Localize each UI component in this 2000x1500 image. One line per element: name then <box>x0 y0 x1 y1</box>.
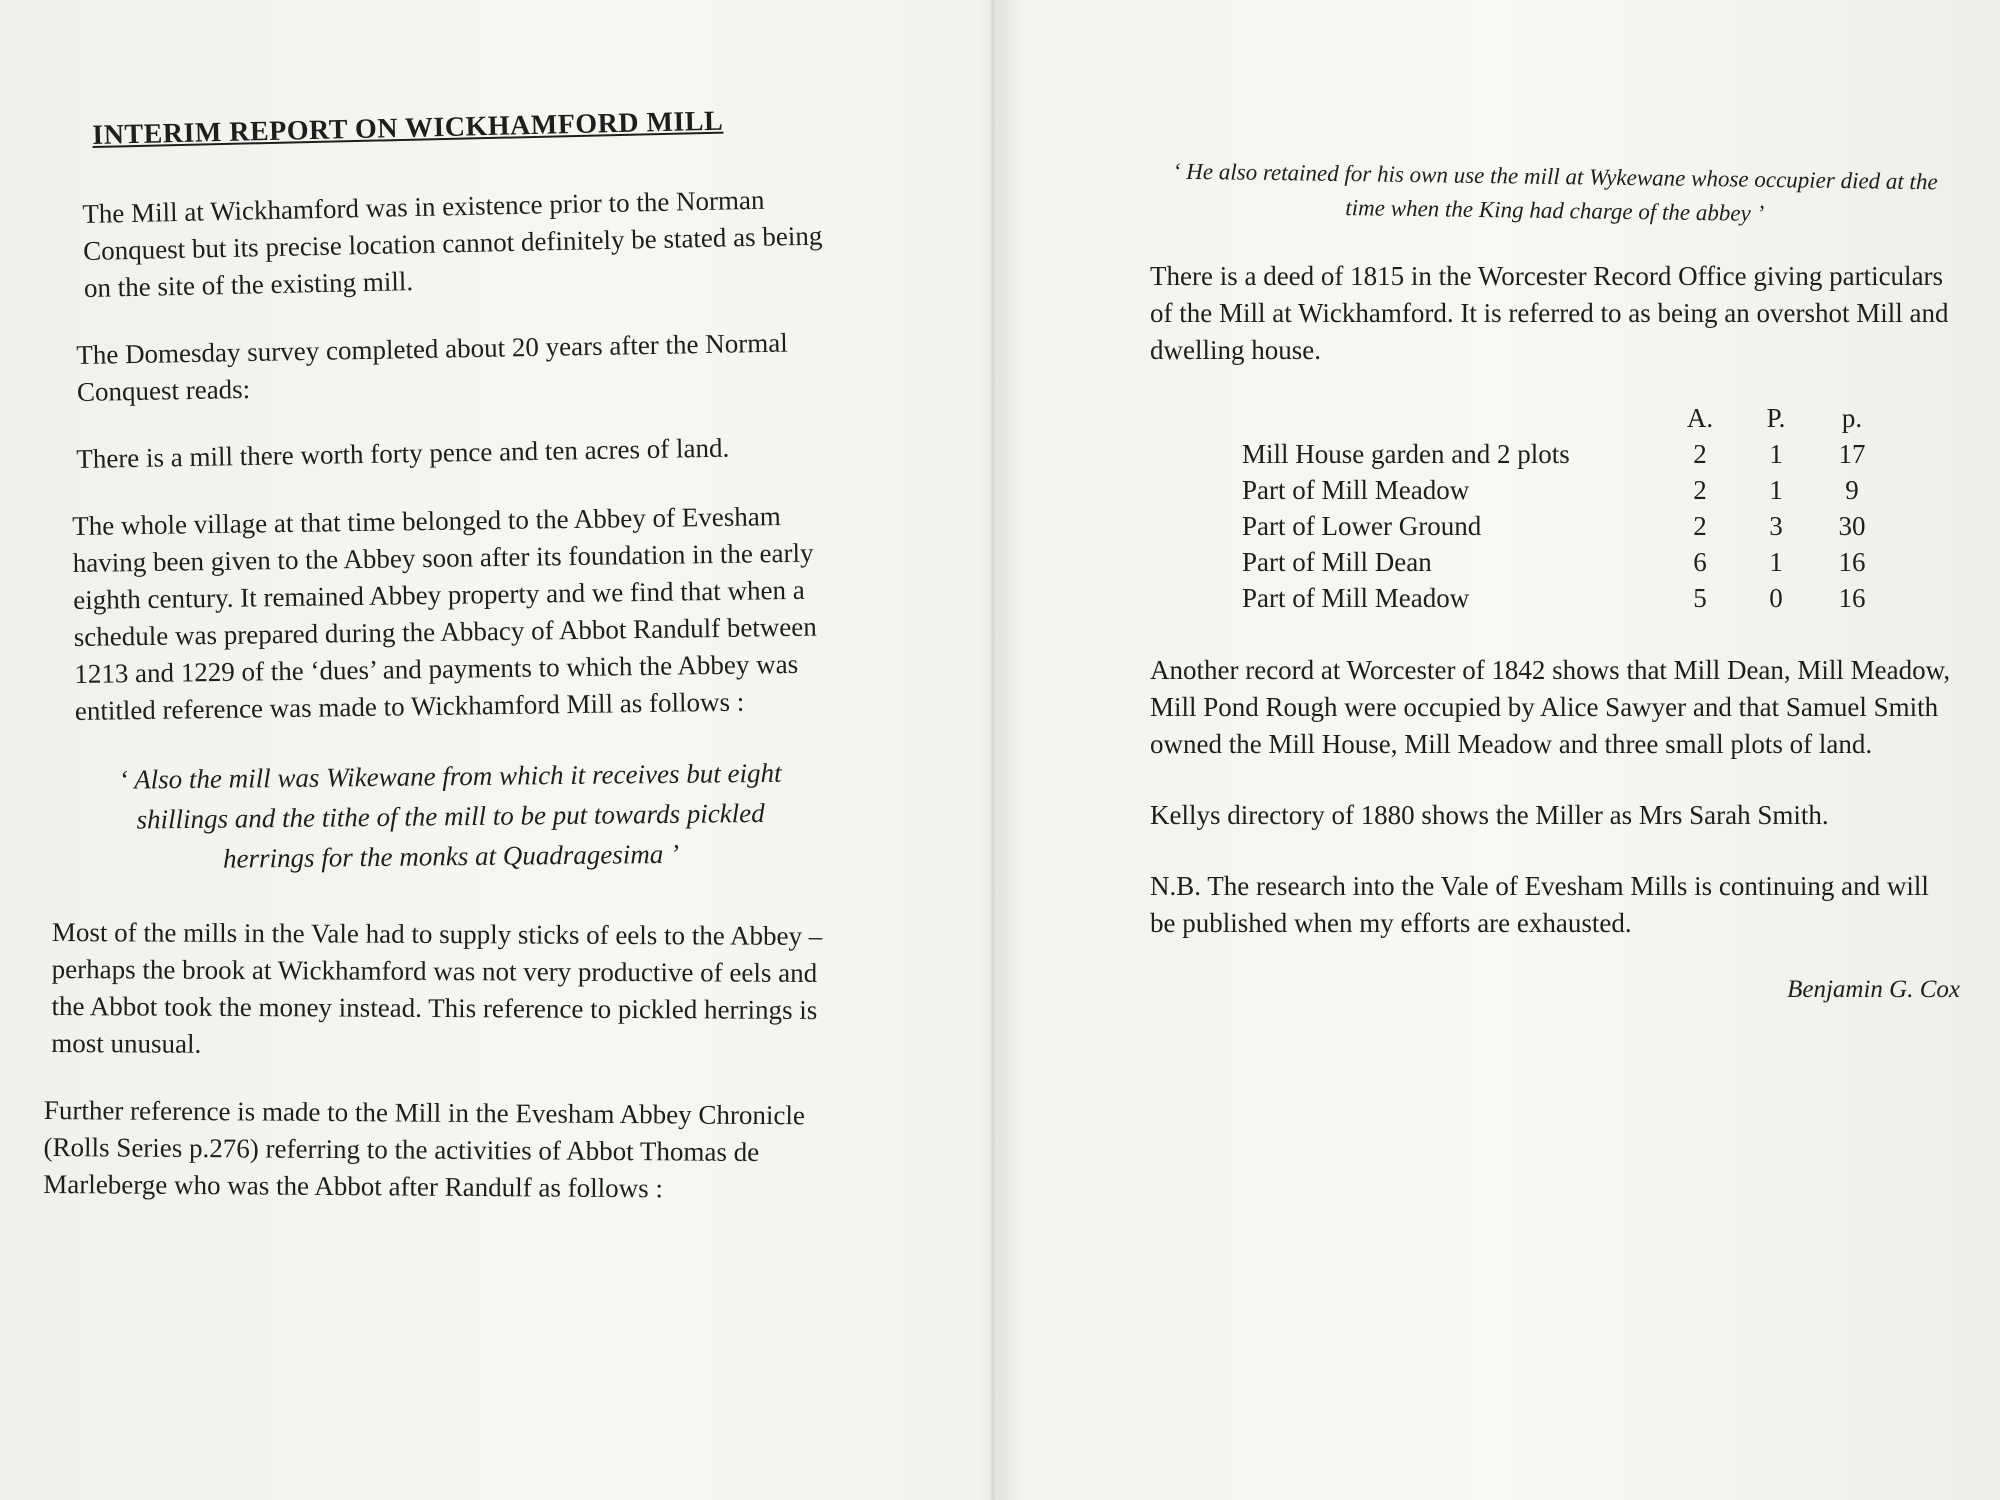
plot-name: Part of Mill Meadow <box>1242 583 1470 613</box>
plot-name: Part of Mill Dean <box>1242 547 1432 577</box>
poles-value: 9 <box>1845 475 1859 505</box>
paragraph-deed-1815: There is a deed of 1815 in the Worcester Record Office giving particulars of the Mill at Wickhamford. It is referred to as being an overshot Mill and dwelling house. <box>1150 261 1949 365</box>
poles-value: 30 <box>1838 511 1866 541</box>
table-row <box>1242 580 1890 616</box>
paragraph-norman-conquest: The Mill at Wickhamford was in existence prior to the Norman Conquest but its precise location cannot definitely be stated as being on the site of the existing mill. <box>82 184 823 303</box>
paragraph-abbey: The whole village at that time belonged to the Abbey of Evesham having been given to the Abbey soon after its foundation in the early eighth century. It remained Abbey property and we find that when a schedule was prepared during the Abbacy of Abbot Randulf between 1213 and 1229 of the ‘dues’ and payments to which the Abbey was entitled reference was made to Wickhamford Mill as follows : <box>72 501 817 726</box>
perches-value: 1 <box>1769 439 1783 469</box>
column-header: p. <box>1841 403 1863 433</box>
poles-value: 16 <box>1838 547 1866 577</box>
author-signature: Benjamin G. Cox <box>1787 976 1960 1003</box>
plot-name: Part of Lower Ground <box>1242 511 1482 541</box>
paragraph-eels: Most of the mills in the Vale had to supply sticks of eels to the Abbey – perhaps the brook at Wickhamford was not very productive of eels and the Abbot took the money instead. This reference to pickled herrings is most unusual. <box>51 916 823 1059</box>
right-page <box>1150 160 1960 1004</box>
paragraph-mill-worth: There is a mill there worth forty pence and ten acres of land. <box>76 432 730 474</box>
left-page <box>43 105 850 1233</box>
quote-wikewane: ‘ Also the mill was Wikewane from which it receives but eight shillings and the tithe of the mill to be put towards pickled herrings for the monks at Quadragesima ’ <box>118 757 782 874</box>
paragraph-domesday: The Domesday survey completed about 20 years after the Normal Conquest reads: <box>76 327 788 407</box>
acres-value: 2 <box>1693 475 1707 505</box>
table-row <box>1242 436 1890 472</box>
column-header: P. <box>1766 403 1786 433</box>
land-table <box>1242 403 1890 616</box>
acres-value: 2 <box>1693 439 1707 469</box>
plot-name: Mill House garden and 2 plots <box>1242 439 1570 469</box>
table-row <box>1242 508 1890 544</box>
page-fold <box>990 0 996 1500</box>
perches-value: 1 <box>1769 475 1783 505</box>
perches-value: 3 <box>1769 511 1783 541</box>
perches-value: 1 <box>1769 547 1783 577</box>
acres-value: 6 <box>1693 547 1707 577</box>
table-row <box>1242 544 1890 580</box>
perches-value: 0 <box>1769 583 1783 613</box>
table-header-row <box>1242 403 1890 436</box>
paragraph-chronicle: Further reference is made to the Mill in the Evesham Abbey Chronicle (Rolls Series p.276) referring to the activities of Abbot Thomas de Marleberge who was the Abbot after Randulf as follows : <box>43 1095 805 1204</box>
paragraph-nb: N.B. The research into the Vale of Evesham Mills is continuing and will be published when my efforts are exhausted. <box>1150 871 1929 938</box>
column-header: A. <box>1686 403 1714 433</box>
quote-wykewane: ‘ He also retained for his own use the mill at Wykewane whose occupier died at the time when the King had charge of the abbey ’ <box>1172 158 1938 226</box>
acres-value: 5 <box>1693 583 1707 613</box>
poles-value: 17 <box>1838 439 1866 469</box>
poles-value: 16 <box>1838 583 1866 613</box>
paragraph-kellys-1880: Kellys directory of 1880 shows the Miller as Mrs Sarah Smith. <box>1150 800 1829 830</box>
plot-name: Part of Mill Meadow <box>1242 475 1470 505</box>
acres-value: 2 <box>1693 511 1707 541</box>
paragraph-record-1842: Another record at Worcester of 1842 shows that Mill Dean, Mill Meadow, Mill Pond Rough were occupied by Alice Sawyer and that Samuel Smith owned the Mill House, Mill Meadow and three small plots of land. <box>1150 655 1951 759</box>
table-row <box>1242 472 1890 508</box>
report-title: INTERIM REPORT ON WICKHAMFORD MILL <box>92 105 724 151</box>
